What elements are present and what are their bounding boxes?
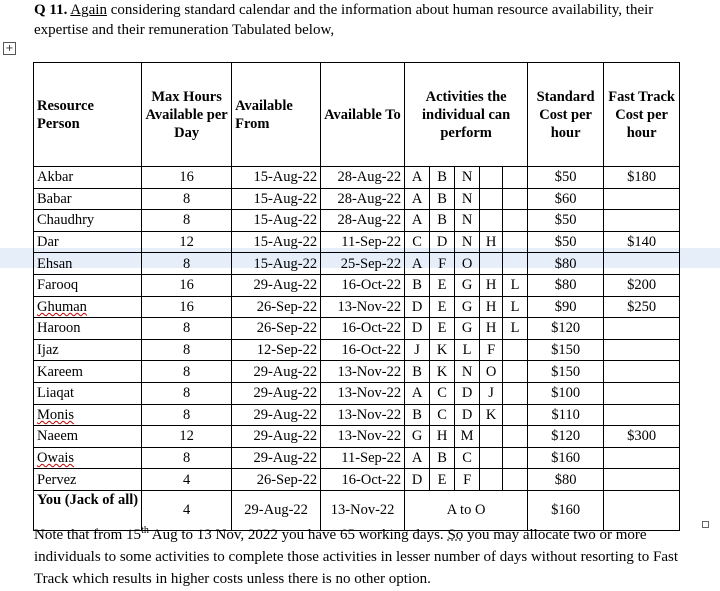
cell-activity: B <box>430 447 455 469</box>
cell-to: 28-Aug-22 <box>321 210 405 232</box>
header-row <box>34 63 680 167</box>
cell-activity: H <box>430 426 455 448</box>
cell-activity: C <box>430 404 455 426</box>
cell-activity: E <box>430 296 455 318</box>
cell-name: You (Jack of all) <box>34 490 142 530</box>
cell-from: 15-Aug-22 <box>232 188 321 210</box>
cell-name: Naeem <box>34 426 142 448</box>
cell-activity: L <box>503 274 528 296</box>
cell-activity: O <box>480 361 503 383</box>
cell-activity: M <box>455 426 480 448</box>
cell-from: 29-Aug-22 <box>232 404 321 426</box>
cell-name: Liaqat <box>34 382 142 404</box>
cell-std-cost: $110 <box>528 404 604 426</box>
cell-std-cost: $100 <box>528 382 604 404</box>
cell-activity: H <box>480 318 503 340</box>
question-text <box>34 0 704 40</box>
cell-activity: H <box>480 274 503 296</box>
table-row <box>34 426 680 448</box>
cell-activity: B <box>430 210 455 232</box>
cell-hours: 12 <box>142 426 232 448</box>
cell-activity <box>503 447 528 469</box>
cell-activity <box>503 253 528 275</box>
cell-to: 16-Oct-22 <box>321 339 405 361</box>
cell-name: Ijaz <box>34 339 142 361</box>
cell-from: 12-Sep-22 <box>232 339 321 361</box>
cell-activity <box>480 426 503 448</box>
cell-activity: N <box>455 361 480 383</box>
cell-activity: C <box>405 231 430 253</box>
cell-std-cost: $50 <box>528 231 604 253</box>
cell-activity: A <box>405 447 430 469</box>
cell-activity: H <box>480 231 503 253</box>
cell-activity: F <box>430 253 455 275</box>
cell-std-cost: $150 <box>528 339 604 361</box>
cell-activity: O <box>455 253 480 275</box>
cell-fast-cost <box>604 188 680 210</box>
question-number: Q 11. <box>34 2 68 18</box>
table-row <box>34 339 680 361</box>
table-row <box>34 231 680 253</box>
cell-from: 26-Sep-22 <box>232 318 321 340</box>
cell-fast-cost: $200 <box>604 274 680 296</box>
cell-to: 11-Sep-22 <box>321 231 405 253</box>
cell-fast-cost <box>604 339 680 361</box>
cell-from: 29-Aug-22 <box>232 490 321 530</box>
cell-to: 13-Nov-22 <box>321 490 405 530</box>
cell-activity <box>480 167 503 189</box>
cell-activity: D <box>405 469 430 491</box>
cell-name: Dar <box>34 231 142 253</box>
cell-activity <box>480 253 503 275</box>
cell-activity <box>503 382 528 404</box>
cell-activity <box>480 210 503 232</box>
cell-to: 13-Nov-22 <box>321 426 405 448</box>
table-row <box>34 253 680 275</box>
cell-activity: N <box>455 167 480 189</box>
header-resource: Resource Person <box>34 63 142 167</box>
cell-activity <box>503 361 528 383</box>
cell-name: Farooq <box>34 274 142 296</box>
header-standard-cost: Standard Cost per hour <box>528 63 604 167</box>
table-row <box>34 296 680 318</box>
cell-std-cost: $120 <box>528 318 604 340</box>
note-part-2: Aug to 13 Nov, 2022 you have 65 working days. <box>148 527 448 543</box>
cell-activity: L <box>503 296 528 318</box>
cell-activity: E <box>430 274 455 296</box>
cell-activity: J <box>480 382 503 404</box>
cell-activity: G <box>405 426 430 448</box>
cell-activity: G <box>455 318 480 340</box>
question-body: considering standard calendar and the information about human resource availability, their expertise and their remuneration Tabulated below, <box>34 2 654 38</box>
cell-to: 25-Sep-22 <box>321 253 405 275</box>
cell-activity: B <box>405 274 430 296</box>
table-row <box>34 361 680 383</box>
cell-activities: A to O <box>405 490 528 530</box>
cell-activity <box>480 188 503 210</box>
cell-hours: 8 <box>142 404 232 426</box>
cell-to: 13-Nov-22 <box>321 296 405 318</box>
cell-activity: H <box>480 296 503 318</box>
cell-activity: A <box>405 188 430 210</box>
cell-name: Ghuman <box>34 296 142 318</box>
table-move-handle-icon[interactable]: + <box>3 42 16 55</box>
cell-activity: K <box>430 339 455 361</box>
cell-hours: 8 <box>142 318 232 340</box>
cell-name: Babar <box>34 188 142 210</box>
cell-name: Monis <box>34 404 142 426</box>
cell-hours: 8 <box>142 253 232 275</box>
cell-std-cost: $80 <box>528 469 604 491</box>
cell-from: 15-Aug-22 <box>232 167 321 189</box>
cell-activity <box>503 404 528 426</box>
cell-fast-cost <box>604 447 680 469</box>
cell-activity: E <box>430 469 455 491</box>
header-available-to: Available To <box>321 63 405 167</box>
cell-fast-cost <box>604 318 680 340</box>
cell-activity: N <box>455 210 480 232</box>
note-part-3: you may allocate two or more individuals to some activities to complete those activities in lesser number of days without resorting to Fast Track which results in higher costs unless there is no other option. <box>34 527 679 587</box>
cell-std-cost: $80 <box>528 274 604 296</box>
cell-name: Ehsan <box>34 253 142 275</box>
cell-activity: D <box>430 231 455 253</box>
cell-std-cost: $50 <box>528 210 604 232</box>
cell-std-cost: $50 <box>528 167 604 189</box>
cell-activity: F <box>455 469 480 491</box>
cell-activity <box>503 339 528 361</box>
question-again-word: Again <box>70 2 107 18</box>
cell-to: 28-Aug-22 <box>321 188 405 210</box>
cell-activity: B <box>405 404 430 426</box>
cell-fast-cost: $180 <box>604 167 680 189</box>
table-row <box>34 318 680 340</box>
header-available-from: Available From <box>232 63 321 167</box>
cell-activity <box>503 231 528 253</box>
cell-activity: B <box>405 361 430 383</box>
table-row <box>34 404 680 426</box>
note-paragraph <box>34 524 704 590</box>
cell-name: Owais <box>34 447 142 469</box>
cell-from: 29-Aug-22 <box>232 382 321 404</box>
cell-fast-cost <box>604 210 680 232</box>
cell-hours: 12 <box>142 231 232 253</box>
cell-activity: A <box>405 167 430 189</box>
cell-activity: A <box>405 253 430 275</box>
cell-activity: D <box>455 404 480 426</box>
cell-activity: L <box>455 339 480 361</box>
cell-activity: B <box>430 167 455 189</box>
cell-activity <box>503 210 528 232</box>
note-so: So <box>447 527 464 543</box>
cell-activity: L <box>503 318 528 340</box>
cell-from: 29-Aug-22 <box>232 274 321 296</box>
cell-fast-cost: $140 <box>604 231 680 253</box>
table-row <box>34 469 680 491</box>
cell-fast-cost <box>604 253 680 275</box>
cell-hours: 16 <box>142 296 232 318</box>
header-activities: Activities the individual can perform <box>405 63 528 167</box>
table-row <box>34 210 680 232</box>
cell-activity <box>480 447 503 469</box>
cell-activity: D <box>405 318 430 340</box>
header-max-hours: Max Hours Available per Day <box>142 63 232 167</box>
cell-to: 16-Oct-22 <box>321 318 405 340</box>
cell-activity: D <box>405 296 430 318</box>
cell-from: 15-Aug-22 <box>232 210 321 232</box>
cell-std-cost: $120 <box>528 426 604 448</box>
cell-std-cost: $80 <box>528 253 604 275</box>
cell-fast-cost <box>604 382 680 404</box>
cell-hours: 16 <box>142 274 232 296</box>
cell-activity: K <box>430 361 455 383</box>
cell-activity <box>503 469 528 491</box>
cell-activity: F <box>480 339 503 361</box>
cell-from: 26-Sep-22 <box>232 296 321 318</box>
cell-hours: 8 <box>142 188 232 210</box>
cell-activity: B <box>430 188 455 210</box>
table-row <box>34 188 680 210</box>
cell-activity: C <box>455 447 480 469</box>
cell-to: 13-Nov-22 <box>321 404 405 426</box>
cell-activity <box>503 167 528 189</box>
cell-activity: C <box>430 382 455 404</box>
resource-table <box>33 62 680 531</box>
cell-activity <box>503 426 528 448</box>
cell-activity: N <box>455 188 480 210</box>
cell-hours: 8 <box>142 210 232 232</box>
cell-to: 11-Sep-22 <box>321 447 405 469</box>
cell-to: 13-Nov-22 <box>321 382 405 404</box>
cell-from: 29-Aug-22 <box>232 426 321 448</box>
header-fast-track-cost: Fast Track Cost per hour <box>604 63 680 167</box>
cell-from: 26-Sep-22 <box>232 469 321 491</box>
note-part-1: Note that from 15 <box>34 527 142 543</box>
cell-std-cost: $60 <box>528 188 604 210</box>
cell-from: 15-Aug-22 <box>232 231 321 253</box>
note-sup: th <box>141 525 149 536</box>
cell-hours: 8 <box>142 361 232 383</box>
cell-fast-cost <box>604 361 680 383</box>
cell-hours: 8 <box>142 447 232 469</box>
cell-to: 28-Aug-22 <box>321 167 405 189</box>
cell-activity: G <box>455 274 480 296</box>
cell-to: 16-Oct-22 <box>321 469 405 491</box>
cell-hours: 4 <box>142 469 232 491</box>
cell-hours: 8 <box>142 339 232 361</box>
table-row <box>34 167 680 189</box>
table-row <box>34 447 680 469</box>
cell-activity: J <box>405 339 430 361</box>
cell-fast-cost <box>604 469 680 491</box>
cell-name: Haroon <box>34 318 142 340</box>
cell-activity <box>503 188 528 210</box>
table-row <box>34 382 680 404</box>
cell-to: 16-Oct-22 <box>321 274 405 296</box>
cell-activity: D <box>455 382 480 404</box>
cell-to: 13-Nov-22 <box>321 361 405 383</box>
cell-fast-cost: $300 <box>604 426 680 448</box>
cell-std-cost: $90 <box>528 296 604 318</box>
cell-from: 29-Aug-22 <box>232 361 321 383</box>
cell-activity: N <box>455 231 480 253</box>
cell-activity: K <box>480 404 503 426</box>
cell-from: 15-Aug-22 <box>232 253 321 275</box>
cell-activity: G <box>455 296 480 318</box>
cell-activity: A <box>405 210 430 232</box>
cell-name: Pervez <box>34 469 142 491</box>
cell-fast-cost: $250 <box>604 296 680 318</box>
cell-activity <box>480 469 503 491</box>
cell-name: Kareem <box>34 361 142 383</box>
cell-std-cost: $150 <box>528 361 604 383</box>
cell-hours: 8 <box>142 382 232 404</box>
cell-hours: 16 <box>142 167 232 189</box>
cell-std-cost: $160 <box>528 447 604 469</box>
cell-activity: E <box>430 318 455 340</box>
cell-activity: A <box>405 382 430 404</box>
cell-name: Chaudhry <box>34 210 142 232</box>
cell-hours: 4 <box>142 490 232 530</box>
cell-std-cost: $160 <box>528 490 604 530</box>
cell-fast-cost <box>604 404 680 426</box>
cell-from: 29-Aug-22 <box>232 447 321 469</box>
cell-name: Akbar <box>34 167 142 189</box>
table-row <box>34 274 680 296</box>
